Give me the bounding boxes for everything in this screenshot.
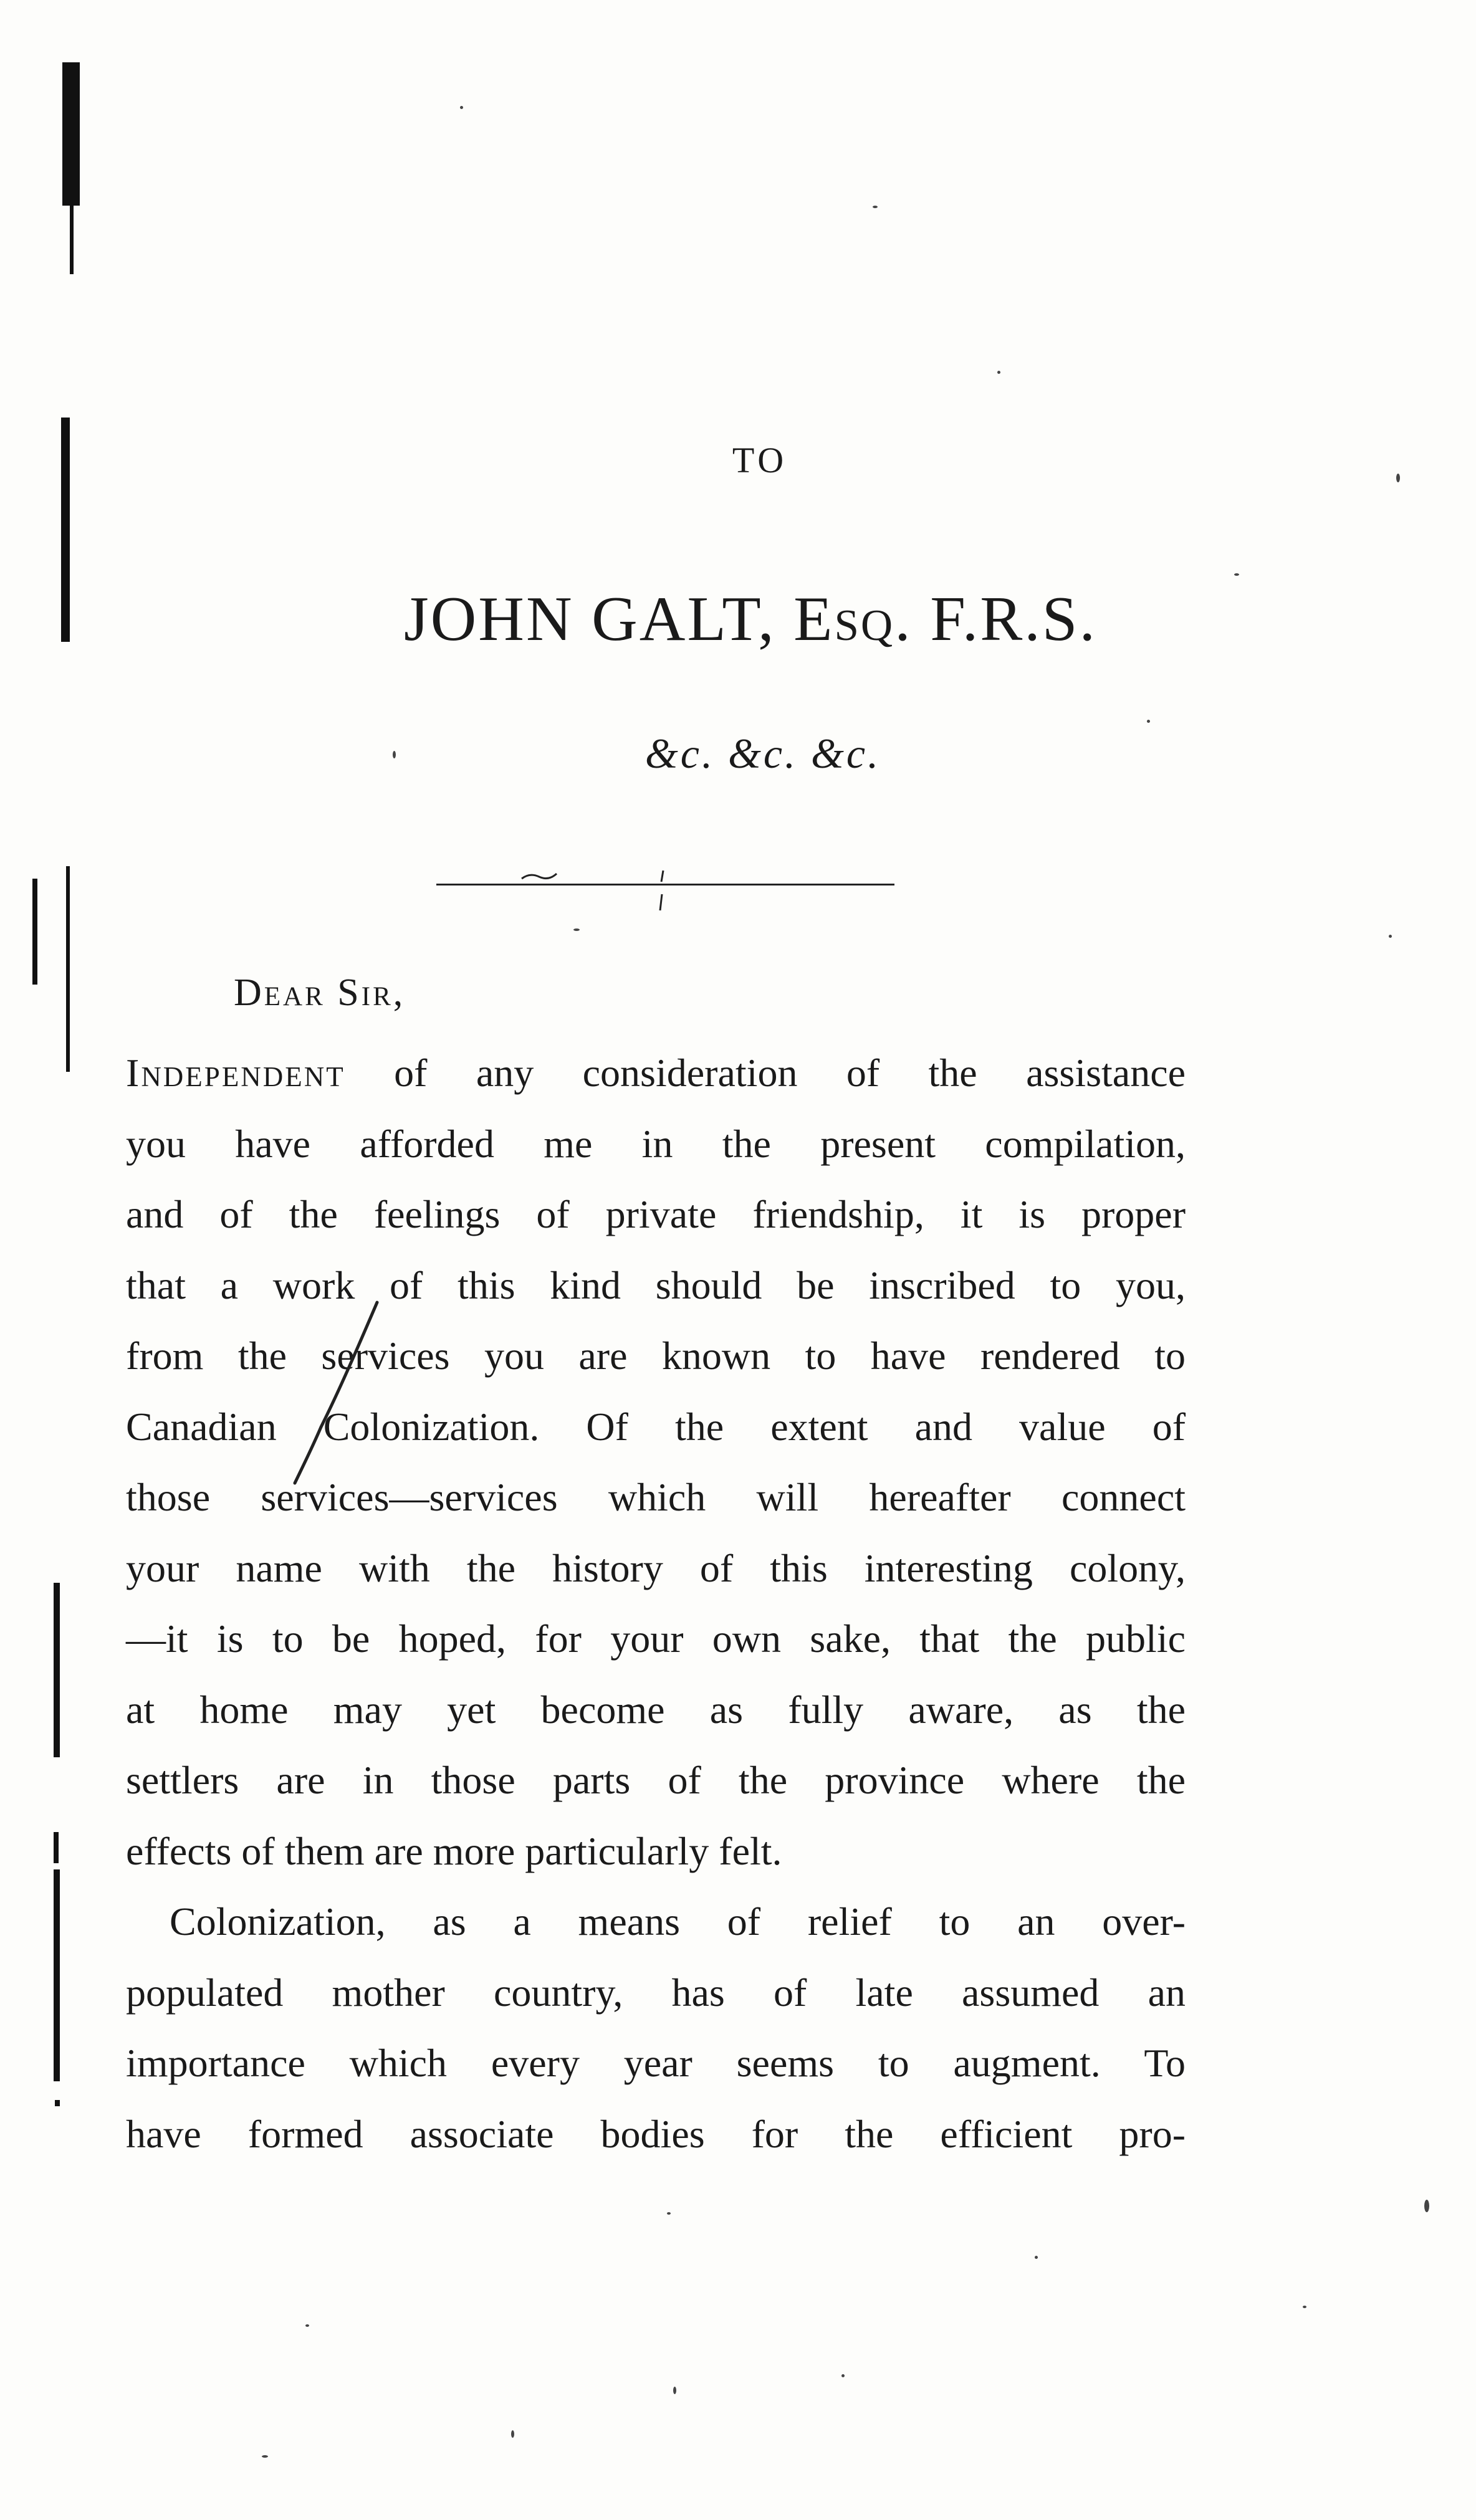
dedicatee-name xyxy=(0,583,1476,656)
text-line: from the services you are known to have rendered to xyxy=(126,1334,1186,1378)
speck xyxy=(873,206,878,208)
rule-tick-mark xyxy=(656,869,668,913)
text-line: populated mother country, has of late assumed an xyxy=(126,1970,1186,2015)
binding-mark xyxy=(32,879,37,985)
speck xyxy=(667,2212,671,2215)
text-line: have formed associate bodies for the efficient pro- xyxy=(126,2111,1186,2156)
text-line: settlers are in those parts of the province where the xyxy=(126,1758,1186,1802)
dedication-to: TO xyxy=(732,440,788,480)
pencil-annotation-mark xyxy=(284,1296,390,1489)
text-line: and of the feelings of private friendship, it is proper xyxy=(126,1192,1186,1236)
text-line: Colonization, as a means of relief to an over- xyxy=(170,1899,1186,1944)
paragraph-2 xyxy=(126,1886,1186,2169)
speck xyxy=(1035,2256,1038,2259)
speck xyxy=(997,371,1000,374)
speck xyxy=(305,2324,309,2327)
binding-mark xyxy=(62,62,80,206)
letter-body xyxy=(126,1038,1186,2169)
binding-mark xyxy=(66,866,70,1072)
text-line: —it is to be hoped, for your own sake, that the public xyxy=(126,1616,1186,1661)
speck xyxy=(573,928,580,931)
speck xyxy=(1424,2200,1429,2212)
speck xyxy=(1303,2306,1306,2308)
opening-word: Independent xyxy=(126,1051,345,1095)
text-line: at home may yet become as fully aware, as the xyxy=(126,1687,1186,1732)
binding-mark xyxy=(55,2100,60,2106)
binding-mark xyxy=(70,206,74,274)
text-line: effects of them are more particularly felt. xyxy=(126,1828,782,1873)
text-line: importance which every year seems to augment. To xyxy=(126,2041,1186,2085)
text-line: Canadian Colonization. Of the extent and value of xyxy=(126,1404,1186,1449)
speck xyxy=(460,106,463,109)
dedicatee-surname: JOHN GALT, xyxy=(403,584,776,654)
text-line: Independent of any consideration of the assistance xyxy=(126,1051,1186,1095)
speck xyxy=(1234,573,1239,576)
binding-mark xyxy=(54,1869,60,2081)
text-line: you have afforded me in the present compilation, xyxy=(126,1121,1186,1166)
speck xyxy=(1389,935,1392,938)
speck xyxy=(673,2387,676,2394)
text-line: that a work of this kind should be inscribed to you, xyxy=(126,1262,1186,1307)
text-line: those services—services which will hereafter connect xyxy=(126,1475,1186,1519)
rule-flourish xyxy=(520,871,558,881)
text-line: your name with the history of this interesting colony, xyxy=(126,1545,1186,1590)
dedicatee-frs: F.R.S. xyxy=(930,584,1098,654)
etc-line: &c. &c. &c. xyxy=(645,730,881,777)
binding-mark xyxy=(54,1583,60,1757)
speck xyxy=(1147,720,1150,723)
speck xyxy=(841,2374,845,2377)
speck xyxy=(511,2430,514,2438)
salutation: Dear Sir, xyxy=(234,971,406,1014)
dedicatee-esq: Esq. xyxy=(793,584,913,654)
speck xyxy=(262,2455,268,2458)
binding-mark xyxy=(54,1832,59,1863)
